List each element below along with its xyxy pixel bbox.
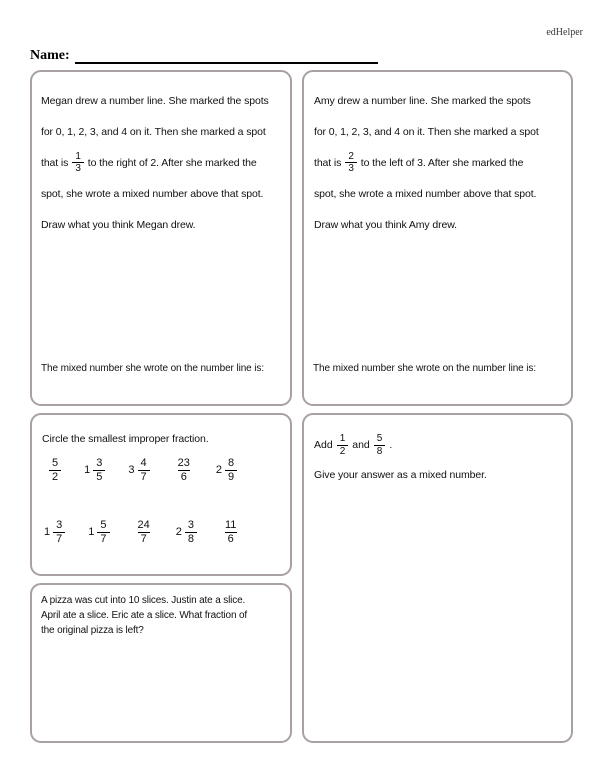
name-label: Name:: [30, 48, 70, 63]
fraction: [222, 519, 239, 545]
problem-text-line: spot, she wrote a mixed number above that spot.: [314, 187, 537, 200]
fraction: [97, 519, 109, 545]
fraction-denominator: 7: [53, 532, 65, 546]
fraction-denominator: 7: [138, 532, 150, 546]
fraction-denominator: 3: [345, 162, 356, 175]
problem-text-line: [314, 147, 561, 178]
fraction-denominator: 8: [374, 445, 386, 458]
text-fragment: .: [389, 439, 393, 451]
fraction-denominator: 9: [225, 470, 237, 484]
text-fragment: to the right of 2. After she marked the: [87, 156, 257, 169]
problem-box-add-fractions: [302, 413, 573, 743]
fraction: [135, 519, 153, 545]
fraction-numerator: 1: [75, 150, 81, 162]
fraction-denominator: 2: [337, 445, 349, 458]
whole-number: 2: [215, 464, 222, 477]
fraction-denominator: 8: [185, 532, 197, 546]
fraction-option: [220, 519, 241, 545]
fraction-denominator: 6: [225, 532, 237, 546]
fraction-numerator: 5: [100, 519, 107, 532]
name-blank-line: [75, 49, 378, 64]
fraction-denominator: 6: [178, 470, 190, 484]
fraction-denominator: 2: [49, 470, 61, 484]
fraction-option: [176, 519, 199, 545]
text-fragment: that is: [41, 156, 69, 169]
problem-box-megan: [30, 70, 292, 406]
fraction-numerator: 5: [376, 433, 383, 444]
fraction-option: [44, 519, 67, 545]
problem-text-line: Draw what you think Megan drew.: [41, 218, 196, 231]
fraction: [337, 433, 349, 457]
fraction-numerator: 1: [339, 433, 346, 444]
problem-text-line: Megan drew a number line. She marked the spots: [41, 94, 269, 107]
fraction-option: [47, 457, 63, 483]
answer-prompt: The mixed number she wrote on the number line is:: [41, 363, 264, 374]
problem-text-line: [314, 429, 561, 461]
problem-text-line: Draw what you think Amy drew.: [314, 218, 457, 231]
fraction: [225, 457, 237, 483]
problem-text-line: for 0, 1, 2, 3, and 4 on it. Then she marked a spot: [41, 125, 266, 138]
fraction-row-1: [47, 457, 280, 483]
fraction-numerator: 8: [228, 457, 235, 469]
fraction: [345, 151, 356, 175]
problem-text-line: [41, 147, 281, 178]
fraction-numerator: 3: [96, 457, 103, 469]
fraction-option: [88, 519, 111, 545]
problem-text-line: spot, she wrote a mixed number above that spot.: [41, 187, 264, 200]
fraction: [138, 457, 150, 483]
fraction-numerator: 11: [225, 519, 237, 532]
name-row: [30, 48, 378, 64]
whole-number: 1: [84, 464, 91, 477]
fraction: [72, 151, 83, 175]
fraction-numerator: 3: [187, 519, 194, 532]
fraction-numerator: 2: [348, 150, 354, 162]
text-fragment: and: [352, 439, 370, 451]
problem-text-line: the original pizza is left?: [41, 625, 144, 636]
fraction-option: [173, 457, 195, 483]
fraction: [185, 519, 197, 545]
fraction-option: [84, 457, 107, 483]
text-fragment: that is: [314, 156, 342, 169]
whole-number: 1: [44, 526, 51, 539]
whole-number: 1: [88, 526, 95, 539]
problem-box-pizza: [30, 583, 292, 743]
fraction-option: [133, 519, 155, 545]
problem-box-amy: [302, 70, 573, 406]
fraction: [49, 457, 61, 483]
fraction-numerator: 24: [137, 519, 150, 532]
fraction-denominator: 7: [138, 470, 150, 484]
fraction-row-2: [44, 519, 280, 545]
whole-number: 3: [128, 464, 135, 477]
fraction-numerator: 5: [52, 457, 59, 469]
problem-text-line: A pizza was cut into 10 slices. Justin ate a slice.: [41, 595, 246, 606]
text-fragment: Add: [314, 439, 333, 451]
text-fragment: to the left of 3. After she marked the: [360, 156, 524, 169]
problem-text-line: April ate a slice. Eric ate a slice. What fraction of: [41, 610, 248, 621]
fraction-numerator: 4: [140, 457, 147, 469]
fraction: [175, 457, 193, 483]
fraction-denominator: 3: [72, 162, 83, 175]
problem-prompt: Circle the smallest improper fraction.: [42, 433, 209, 445]
fraction-option: [128, 457, 151, 483]
fraction: [53, 519, 65, 545]
fraction-denominator: 5: [93, 470, 105, 484]
problem-text-line: Give your answer as a mixed number.: [314, 469, 487, 481]
fraction: [93, 457, 105, 483]
edhelper-logo: edHelper: [546, 27, 583, 38]
fraction-numerator: 3: [56, 519, 63, 532]
problem-text-line: Amy drew a number line. She marked the spots: [314, 94, 531, 107]
fraction: [374, 433, 386, 457]
whole-number: 2: [175, 526, 182, 539]
problem-box-improper-fractions: [30, 413, 292, 576]
answer-prompt: The mixed number she wrote on the number line is:: [313, 363, 536, 374]
fraction-option: [216, 457, 239, 483]
fraction-denominator: 7: [97, 532, 109, 546]
problem-text-line: for 0, 1, 2, 3, and 4 on it. Then she marked a spot: [314, 125, 539, 138]
fraction-numerator: 23: [177, 457, 190, 469]
